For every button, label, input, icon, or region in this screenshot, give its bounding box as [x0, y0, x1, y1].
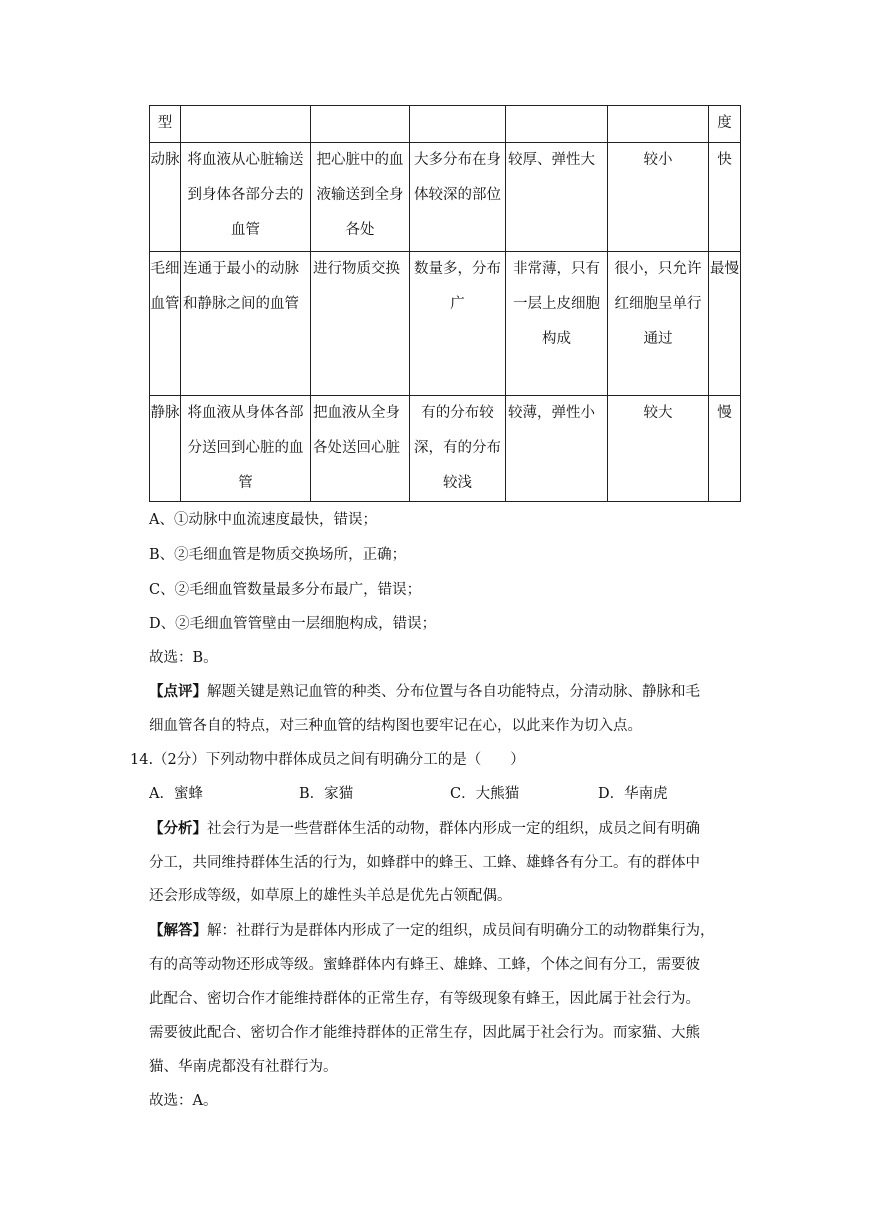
option-b-explanation: B、②毛细血管是物质交换场所，正确；	[149, 547, 407, 563]
cell-lumen: 较小	[608, 143, 709, 252]
solution-line-5: 猫、华南虎都没有社群行为。	[149, 1059, 338, 1075]
table-row	[150, 252, 741, 396]
option-d-explanation: D、②毛细血管管壁由一层细胞构成，错误；	[149, 616, 437, 632]
cell-speed: 最慢	[709, 252, 741, 396]
table-row	[150, 106, 741, 143]
cell-wall: 非常薄，只有一层上皮细胞构成	[506, 252, 608, 396]
cell-function: 进行物质交换	[311, 252, 410, 396]
cell-speed: 慢	[709, 396, 741, 502]
cell-type: 动脉	[150, 143, 181, 252]
analysis-text: 社会行为是一些营群体生活的动物，群体内形成一定的组织，成员之间有明确	[207, 821, 700, 837]
option-a: A．蜜蜂	[149, 786, 203, 802]
analysis-tag: 【分析】	[149, 820, 207, 837]
comment-text: 解题关键是熟记血管的种类、分布位置与各自功能特点，分清动脉、静脉和毛	[207, 684, 700, 700]
option-a-explanation: A、①动脉中血流速度最快，错误；	[149, 512, 377, 528]
cell-function: 把血液从全身各处送回心脏	[311, 396, 410, 502]
cell-distribution: 数量多，分布广	[410, 252, 506, 396]
table-row	[150, 143, 741, 252]
comment-tag: 【点评】	[149, 683, 207, 700]
cell-speed: 快	[709, 143, 741, 252]
solution-line-3: 此配合、密切合作才能维持群体的正常生存，有等级现象有蜂王，因此属于社会行为。	[149, 991, 700, 1007]
answer-line: 故选：B。	[149, 650, 218, 666]
table-row	[150, 396, 741, 502]
cell-type: 静脉	[150, 396, 181, 502]
cell-distribution: 大多分布在身体较深的部位	[410, 143, 506, 252]
solution-tag: 【解答】	[149, 922, 207, 939]
analysis-line	[149, 817, 700, 838]
cell-distribution	[410, 106, 506, 143]
cell-definition	[181, 106, 311, 143]
option-d: D．华南虎	[598, 786, 668, 802]
cell-definition: 连通于最小的动脉和静脉之间的血管	[181, 252, 311, 396]
solution-text: 解：社群行为是群体内形成了一定的组织，成员间有明确分工的动物群集行为，	[207, 923, 715, 939]
option-b: B．家猫	[299, 786, 354, 802]
cell-definition: 将血液从身体各部分送回到心脏的血管	[181, 396, 311, 502]
solution-line	[149, 919, 715, 940]
analysis-line-3: 还会形成等级，如草原上的雄性头羊总是优先占领配偶。	[149, 888, 512, 904]
solution-line-4: 需要彼此配合、密切合作才能维持群体的正常生存，因此属于社会行为。而家猫、大熊	[149, 1025, 700, 1041]
blood-vessel-table	[149, 105, 741, 502]
cell-function	[311, 106, 410, 143]
comment-line-2: 细血管各自的特点，对三种血管的结构图也要牢记在心，以此来作为切入点。	[149, 718, 642, 734]
cell-speed: 度	[709, 106, 741, 143]
option-c: C．大熊猫	[450, 786, 520, 802]
cell-lumen: 较大	[608, 396, 709, 502]
option-c-explanation: C、②毛细血管数量最多分布最广，错误；	[149, 582, 422, 598]
cell-function: 把心脏中的血液输送到全身各处	[311, 143, 410, 252]
answer-line-14: 故选：A。	[149, 1093, 218, 1109]
cell-wall: 较厚、弹性大	[506, 143, 608, 252]
cell-lumen: 很小，只允许红细胞呈单行通过	[608, 252, 709, 396]
cell-wall	[506, 106, 608, 143]
analysis-line-2: 分工，共同维持群体生活的行为，如蜂群中的蜂王、工蜂、雄蜂各有分工。有的群体中	[149, 855, 700, 871]
cell-type: 型	[150, 106, 181, 143]
cell-wall: 较薄，弹性小	[506, 396, 608, 502]
cell-distribution: 有的分布较深，有的分布较浅	[410, 396, 506, 502]
cell-lumen	[608, 106, 709, 143]
cell-definition: 将血液从心脏输送到身体各部分去的血管	[181, 143, 311, 252]
solution-line-2: 有的高等动物还形成等级。蜜蜂群体内有蜂王、雄蜂、工蜂，个体之间有分工，需要彼	[149, 957, 700, 973]
comment-line	[149, 680, 700, 701]
cell-type: 毛细血管	[150, 252, 181, 396]
question-stem: 14.（2分）下列动物中群体成员之间有明确分工的是（ ）	[130, 752, 525, 768]
